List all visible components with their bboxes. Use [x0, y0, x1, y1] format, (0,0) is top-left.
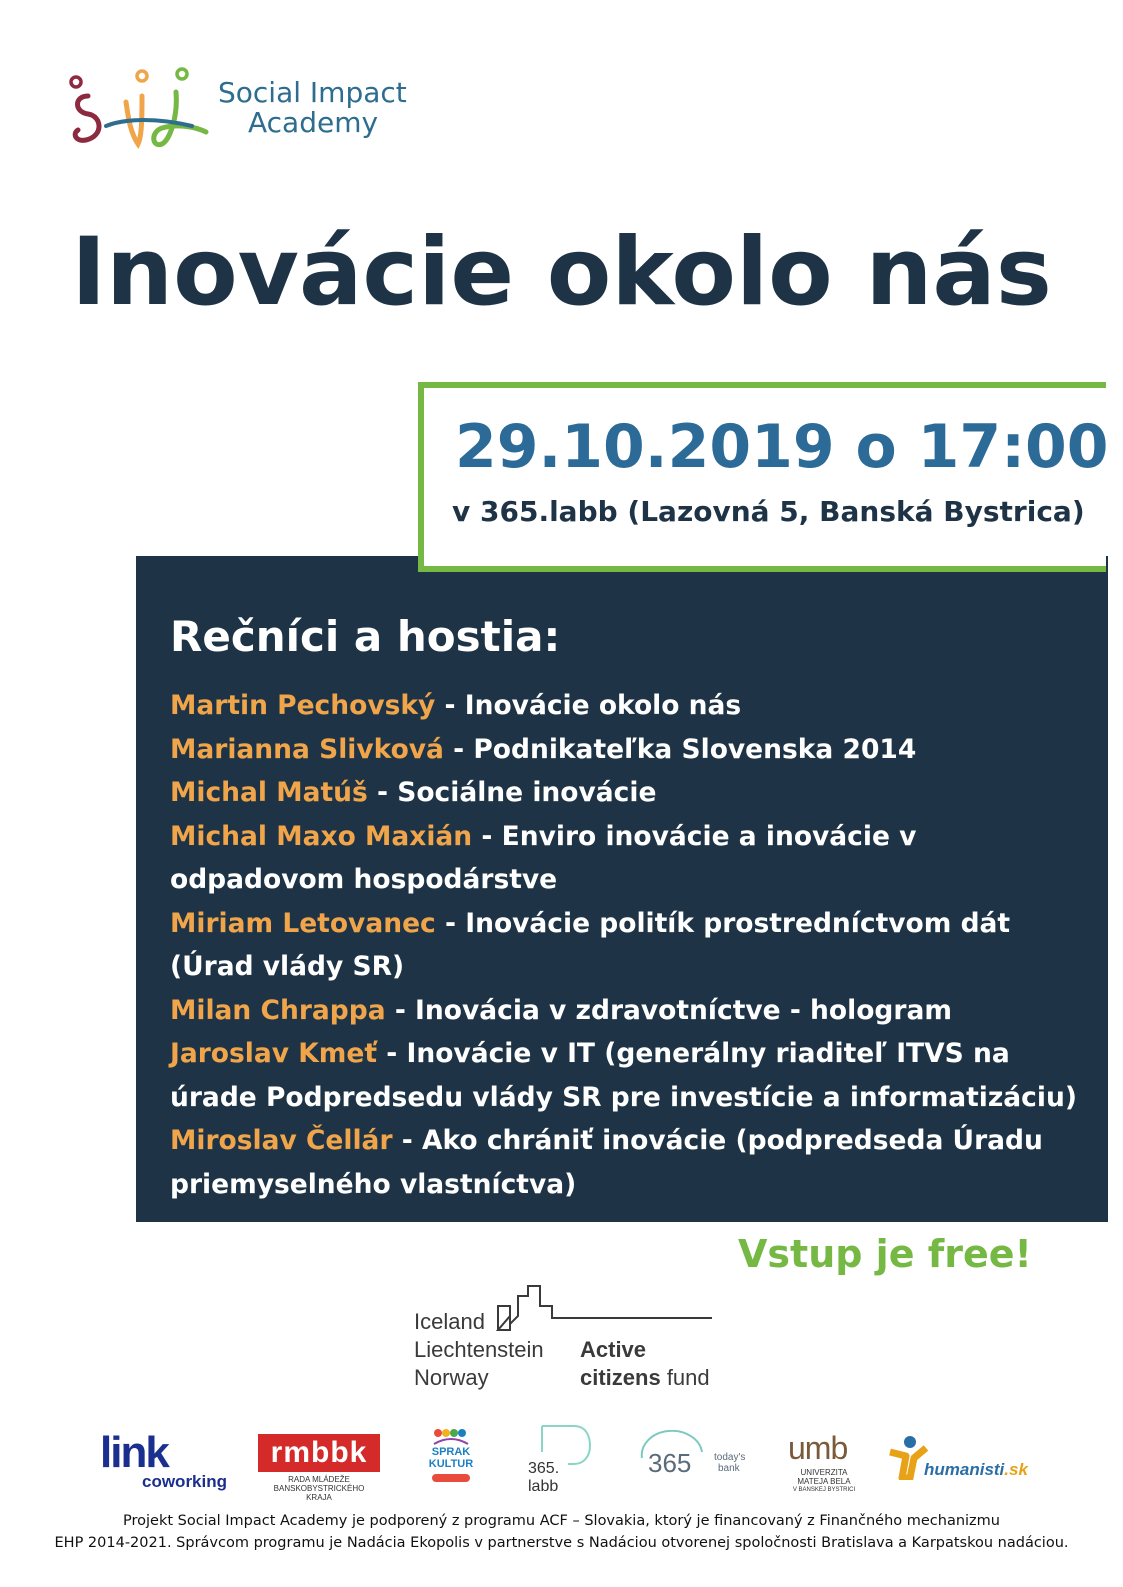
- speaker-name: Miroslav Čellár: [170, 1125, 393, 1156]
- umb-logo: [786, 1428, 862, 1498]
- speaker-name: Jaroslav Kmeť: [170, 1038, 378, 1069]
- speakers-list: [170, 684, 1088, 1206]
- 365-bank-logo: [638, 1428, 762, 1498]
- social-impact-academy-logo-icon: [66, 66, 216, 158]
- umb-fullname: [786, 1468, 862, 1495]
- speaker-topic: - Sociálne inovácie: [367, 777, 657, 808]
- fund-name-rest: fund: [660, 1365, 710, 1390]
- fund-country: Norway: [414, 1365, 489, 1390]
- speaker-name: Marianna Slivková: [170, 733, 444, 765]
- bank-line: bank: [718, 1463, 740, 1474]
- rmbbk-fullname: [258, 1475, 380, 1502]
- link-logo-subtext: coworking: [142, 1472, 228, 1491]
- rmbbk-line: BANSKOBYSTRICKÉHO: [273, 1484, 365, 1493]
- sprak-kultur-logo: [424, 1428, 478, 1498]
- speaker-name: Milan Chrappa: [170, 994, 386, 1026]
- speaker-topic: - Enviro inovácie a inovácie v odpadovom hospodárstve: [170, 820, 917, 895]
- fund-name-bold: citizens: [580, 1365, 661, 1390]
- speaker-topic: - Inovácie okolo nás: [435, 690, 742, 721]
- speaker-item: [170, 728, 1088, 772]
- speaker-item: [170, 902, 1088, 989]
- organizer-name: [218, 78, 407, 138]
- umb-line: UNIVERZITA: [800, 1468, 848, 1477]
- sprak-figures-icon: [432, 1428, 470, 1446]
- link-coworking-logo: [100, 1428, 240, 1498]
- umb-line: MATEJA BELA: [797, 1477, 851, 1486]
- footer-note: [0, 1510, 1123, 1554]
- entry-note: Vstup je free!: [738, 1232, 1032, 1276]
- footer-line1: Projekt Social Impact Academy je podporený z programu ACF – Slovakia, ktorý je financovaný z Finančného mechanizmu: [123, 1513, 1000, 1529]
- speaker-topic: - Inovácie politík prostredníctvom dát (Úrad vlády SR): [170, 907, 1011, 982]
- 365-labb-logo: [526, 1428, 596, 1498]
- speakers-heading: Rečníci a hostia:: [170, 612, 561, 661]
- speaker-topic: - Podnikateľka Slovenska 2014: [443, 733, 917, 765]
- speaker-name: Miriam Letovanec: [170, 907, 436, 939]
- speaker-item: [170, 684, 1088, 728]
- speaker-topic: - Inovácie v IT (generálny riaditeľ ITVS na úrade Podpredsedu vlády SR pre investície a informatizáciu): [170, 1038, 1077, 1113]
- fund-name-line1: Active: [580, 1337, 647, 1362]
- rmbbk-line: KRAJA: [306, 1493, 332, 1502]
- rmbbk-abbr: rmbbk: [258, 1434, 380, 1472]
- speaker-item: [170, 771, 1088, 815]
- speaker-item: [170, 1032, 1088, 1119]
- bank-number: 365: [648, 1448, 692, 1478]
- fund-countries: [414, 1308, 544, 1392]
- speaker-name: Michal Maxo Maxián: [170, 820, 473, 852]
- fund-country: Iceland: [414, 1309, 485, 1334]
- humanisti-main: humanisti: [924, 1460, 1005, 1479]
- humanisti-tld: .sk: [1004, 1460, 1028, 1479]
- bank-line: today's: [714, 1452, 746, 1463]
- organizer-name-line1: Social Impact: [218, 76, 407, 109]
- speaker-topic: - Ako chrániť inovácie (podpredseda Úradu priemyselného vlastníctva): [170, 1125, 1043, 1200]
- event-title: Inovácie okolo nás: [71, 218, 1052, 327]
- sprak-line2: KULTUR: [428, 1458, 474, 1470]
- speaker-item: [170, 1119, 1088, 1206]
- humanisti-figure-icon: [888, 1434, 928, 1480]
- labb-line: labb: [528, 1478, 559, 1495]
- humanisti-text: [924, 1460, 1028, 1480]
- speaker-item: [170, 989, 1088, 1033]
- speaker-item: [170, 815, 1088, 902]
- umb-abbr: umb: [788, 1430, 848, 1466]
- event-venue: v 365.labb (Lazovná 5, Banská Bystrica): [452, 495, 1085, 528]
- sprak-ribbon: [432, 1474, 470, 1482]
- sprak-line1: SPRAK: [431, 1446, 471, 1458]
- umb-line: V BANSKEJ BYSTRICI: [792, 1487, 856, 1493]
- speaker-name: Martin Pechovský: [170, 690, 436, 721]
- rmbbk-logo: [258, 1428, 382, 1502]
- fund-country: Liechtenstein: [414, 1337, 544, 1362]
- fund-name: [580, 1336, 710, 1392]
- speaker-name: Michal Matúš: [170, 777, 368, 808]
- labb-text: [528, 1460, 559, 1496]
- speaker-topic: - Inovácia v zdravotníctve - hologram: [385, 994, 952, 1026]
- labb-line: 365.: [528, 1460, 560, 1477]
- footer-line2: EHP 2014-2021. Správcom programu je Nadácia Ekopolis v partnerstve s Nadáciou otvorenej spoločnosti Bratislava a Karpatskou nadáciou.: [54, 1535, 1069, 1551]
- humanisti-logo: [886, 1428, 1036, 1498]
- event-datetime: 29.10.2019 o 17:00: [455, 412, 1109, 482]
- link-logo-text: link: [100, 1428, 168, 1477]
- organizer-name-line2: Academy: [248, 106, 379, 139]
- bank-subtitle: [714, 1452, 745, 1474]
- rmbbk-line: RADA MLÁDEŽE: [288, 1475, 350, 1484]
